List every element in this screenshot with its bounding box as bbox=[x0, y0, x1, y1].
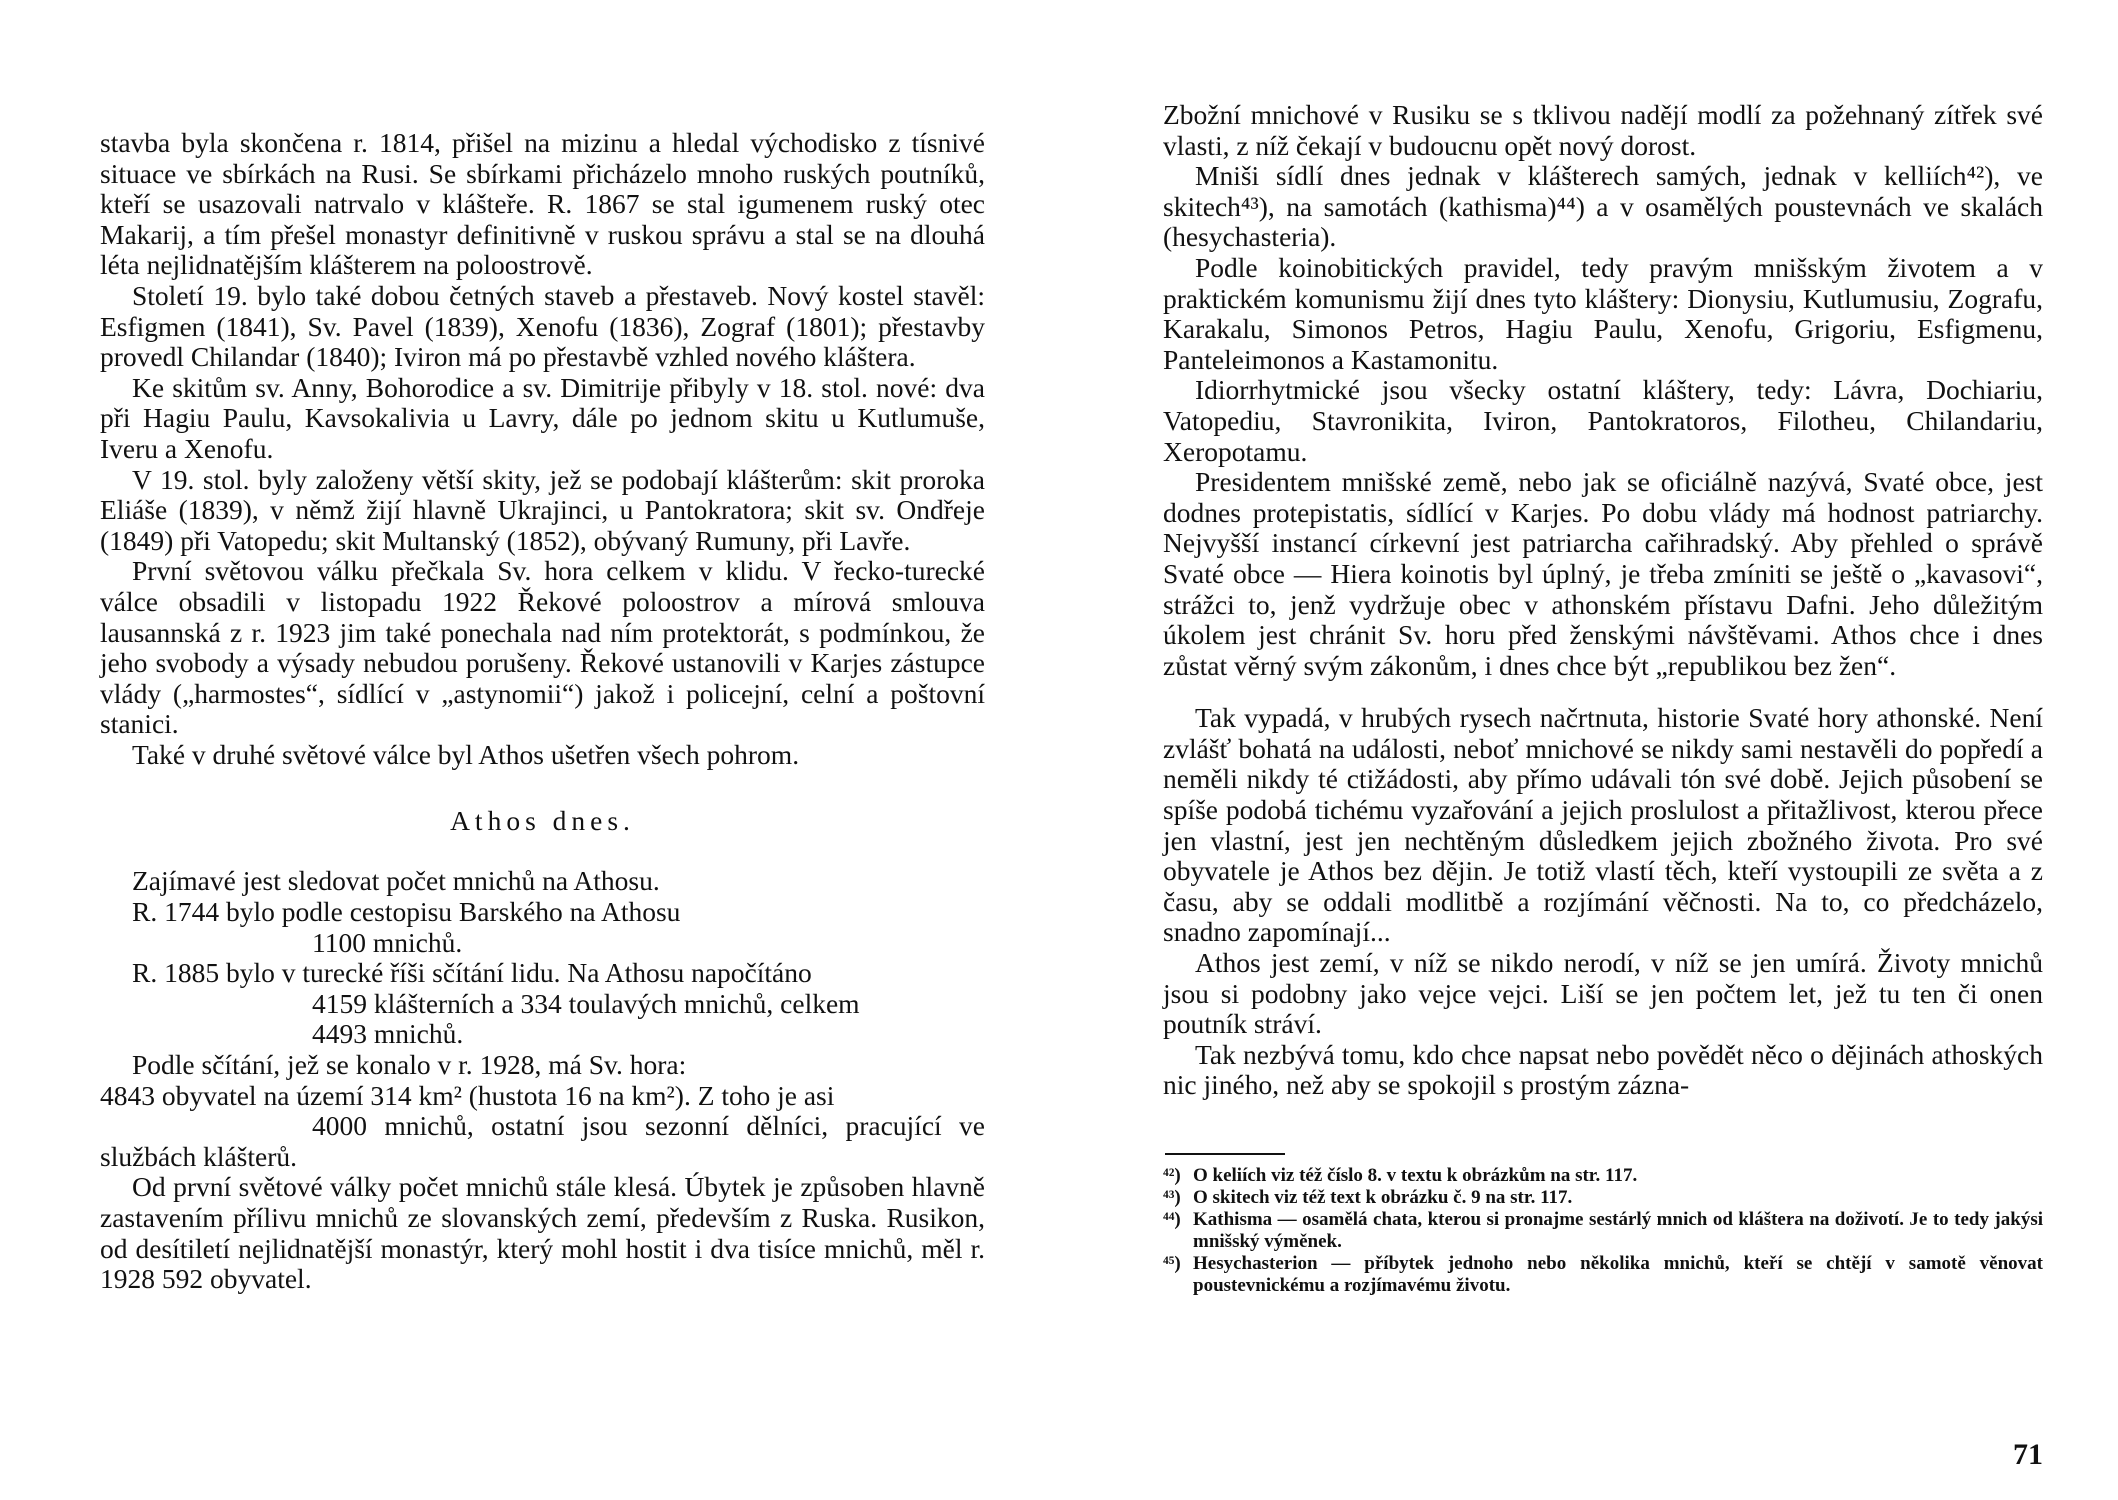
paragraph: Zbožní mnichové v Rusiku se s tklivou nadějí modlí za požehnaný zítřek své vlasti, z níž čekají v budoucnu opět nový dorost. bbox=[1163, 99, 2043, 161]
paragraph: Presidentem mnišské země, nebo jak se oficiálně nazývá, Svaté obce, jest dodnes protepistatis, sídlící v Karjes. Po dobu vlády má hodnost patriarchy. Nejvyšší instancí církevní jest patriarcha cařihradský. Aby přehled o správě Svaté obce — Hiera koinotis byl úplný, je třeba zmíniti se ještě o „kavasovi“, strážci to, jenž vydržuje obec v athonském přístavu Dafni. Jeho důležitým úkolem jest chránit Sv. horu před ženskými návštěvami. Athos chce i dnes zůstat věrný svým zákonům, i dnes chce být „republikou bez žen“. bbox=[1163, 466, 2043, 681]
footnote-text: O skitech viz též text k obrázku č. 9 na str. 117. bbox=[1193, 1187, 1573, 1208]
paragraph: V 19. stol. byly založeny větší skity, jež se podobají klášterům: skit proroka Eliáše (1839), v němž žijí hlavně Ukrajinci, u Pantokratora; skit sv. Ondřeje (1849) při Vatopedu; skit Multanský (1852), obývaný Rumuny, při Lavře. bbox=[100, 463, 985, 556]
paragraph-gap bbox=[1163, 681, 2043, 703]
stat-value: 4493 mnichů. bbox=[312, 1018, 464, 1050]
stat-value bbox=[0, 1081, 985, 1112]
stats-intro: Zajímavé jest sledovat počet mnichů na Athosu. bbox=[132, 865, 660, 897]
paragraph: Tak nezbývá tomu, kdo chce napsat nebo povědět něco o dějinách athoských nic jiného, než aby se spokojil s prostým zázna- bbox=[1163, 1038, 2043, 1101]
stat-text: 4843 obyvatel na území 314 km² (hustota 16 na km²). Z toho je asi bbox=[100, 1079, 835, 1111]
footnote-text: Kathisma — osamělá chata, kterou si pronajme sestárlý mnich od kláštera na doživotí. Je to tedy jakýsi mnišský výměnek. bbox=[1193, 1209, 2043, 1252]
left-page bbox=[100, 128, 985, 1295]
paragraph: Od první světové války počet mnichů stále klesá. Úbytek je způsoben hlavně zastavením přílivu mnichů ze slovanských zemí, především z Ruska. Rusikon, od desítiletí nejlidnatější monastýr, který mohl hostit i dva tisíce mnichů, měl r. 1928 592 obyvatel. bbox=[100, 1171, 985, 1295]
paragraph: stavba byla skončena r. 1814, přišel na mizinu a hledal východisko z tísnivé situace ve sbírkách na Rusi. Se sbírkami přicházelo mnoho ruských poutníků, kteří se usazovali natrvalo v klášteře. R. 1867 se stal igumenem ruský otec Makarij, a tím přešel monastyr definitivně v ruskou správu a stal se na dlouhá léta nejlidnatějším klášterem na poloostrově. bbox=[100, 127, 985, 281]
footnote bbox=[1163, 1165, 2043, 1187]
footnote-number: ⁴⁴) bbox=[1163, 1209, 1181, 1230]
footnote-number: ⁴⁵) bbox=[1163, 1253, 1181, 1274]
paragraph: Athos jest zemí, v níž se nikdo nerodí, v níž se jen umírá. Životy mnichů jsou si podobny jako vejce vejci. Liší se jen počtem let, jež tu ten či onen poutník stráví. bbox=[1163, 947, 2043, 1040]
paragraph: Také v druhé světové válce byl Athos ušetřen všech pohrom. bbox=[132, 738, 800, 770]
page-number: 71 bbox=[2013, 1438, 2043, 1471]
right-page bbox=[1163, 99, 2043, 1471]
section-heading: Athos dnes. bbox=[450, 805, 635, 837]
stat-value: 4159 klášterních a 334 toulavých mnichů, celkem bbox=[312, 987, 860, 1019]
footnote-text: O keliích viz též číslo 8. v textu k obrázkům na str. 117. bbox=[1193, 1165, 1638, 1186]
stat-line: R. 1744 bylo podle cestopisu Barského na Athosu bbox=[132, 896, 681, 928]
footnote bbox=[1163, 1187, 2043, 1209]
paragraph: Století 19. bylo také dobou četných staveb a přestaveb. Nový kostel stavěl: Esfigmen (1841), Sv. Pavel (1839), Xenofu (1836), Zograf (1801); přestavby provedl Chilandar (1840); Iviron má po přestavbě vzhled nového kláštera. bbox=[100, 279, 985, 373]
paragraph: Idiorrhytmické jsou všecky ostatní kláštery, tedy: Lávra, Dochiariu, Vatopediu, Stavronikita, Iviron, Pantokratoros, Filotheu, Chilandariu, Xeropotamu. bbox=[1163, 374, 2043, 467]
paragraph: Mniši sídlí dnes jednak v klášterech samých, jednak v kelliích⁴²), ve skitech⁴³), na samotách (kathisma)⁴⁴) a v osamělých poustevnách ve skalách (hesychasteria). bbox=[1163, 160, 2043, 253]
stat-value bbox=[100, 1111, 985, 1172]
footnote-number: ⁴²) bbox=[1163, 1165, 1181, 1186]
footnote bbox=[1163, 1209, 2043, 1253]
footnote-number: ⁴³) bbox=[1163, 1187, 1181, 1208]
footnote bbox=[1163, 1253, 2043, 1297]
paragraph: První světovou válku přečkala Sv. hora celkem v klidu. V řecko-turecké válce obsadili v listopadu 1922 Řekové poloostrov a mírová smlouva lausannská z r. 1923 jim také ponechala nad ním protektorát, s podmínkou, že jeho svobody a výsady nebudou porušeny. Řekové ustanovili v Karjes zástupce vlády („harmostes“, sídlící v „astynomii“) jakož i policejní, celní a poštovní stanici. bbox=[100, 555, 985, 740]
paragraph: Podle koinobitických pravidel, tedy pravým mnišským životem a v praktickém komunismu žijí dnes tyto kláštery: Dionysiu, Kutlumusiu, Zografu, Karakalu, Simonos Petros, Hagiu Paulu, Xenofu, Grigoriu, Esfigmenu, Panteleimonos a Kastamonitu. bbox=[1163, 251, 2043, 375]
stat-text: 4000 mnichů, ostatní jsou sezonní dělníci, pracující ve službách klášterů. bbox=[100, 1110, 985, 1172]
stat-value: 1100 mnichů. bbox=[312, 926, 463, 958]
stat-line: Podle sčítání, jež se konalo v r. 1928, má Sv. hora: bbox=[132, 1049, 687, 1081]
footnote-divider bbox=[1165, 1153, 1285, 1155]
footnote-text: Hesychasterion — příbytek jednoho nebo několika mnichů, kteří se chtějí v samotě věnovat poustevnickému a rozjímavému životu. bbox=[1193, 1253, 2043, 1296]
paragraph: Tak vypadá, v hrubých rysech načrtnuta, historie Svaté hory athonské. Není zvlášť bohatá na události, neboť mnichové se nikdy sami nestavěli do popředí a neměli nikdy té ctižádosti, aby přímo udávali tón své době. Jejich působení se spíše podobá tichému vyzařování a jejich proslulost a přitažlivost, kterou přece jen vlastní, jest jen nechtěným důsledkem jejich zbožného života. Pro své obyvatele je Athos bez dějin. Je totiž vlastí těch, kteří vystoupili ze světa a z času, aby se oddali modlitbě a rozjímání věčnosti. Na to, co předcházelo, snadno zapomínají... bbox=[1163, 702, 2043, 948]
stat-line: R. 1885 bylo v turecké říši sčítání lidu. Na Athosu napočítáno bbox=[132, 957, 812, 989]
paragraph: Ke skitům sv. Anny, Bohorodice a sv. Dimitrije přibyly v 18. stol. nové: dva při Hagiu Paulu, Kavsokalivia u Lavry, dále po jednom skitu u Kutlumuše, Iveru a Xenofu. bbox=[100, 371, 985, 464]
